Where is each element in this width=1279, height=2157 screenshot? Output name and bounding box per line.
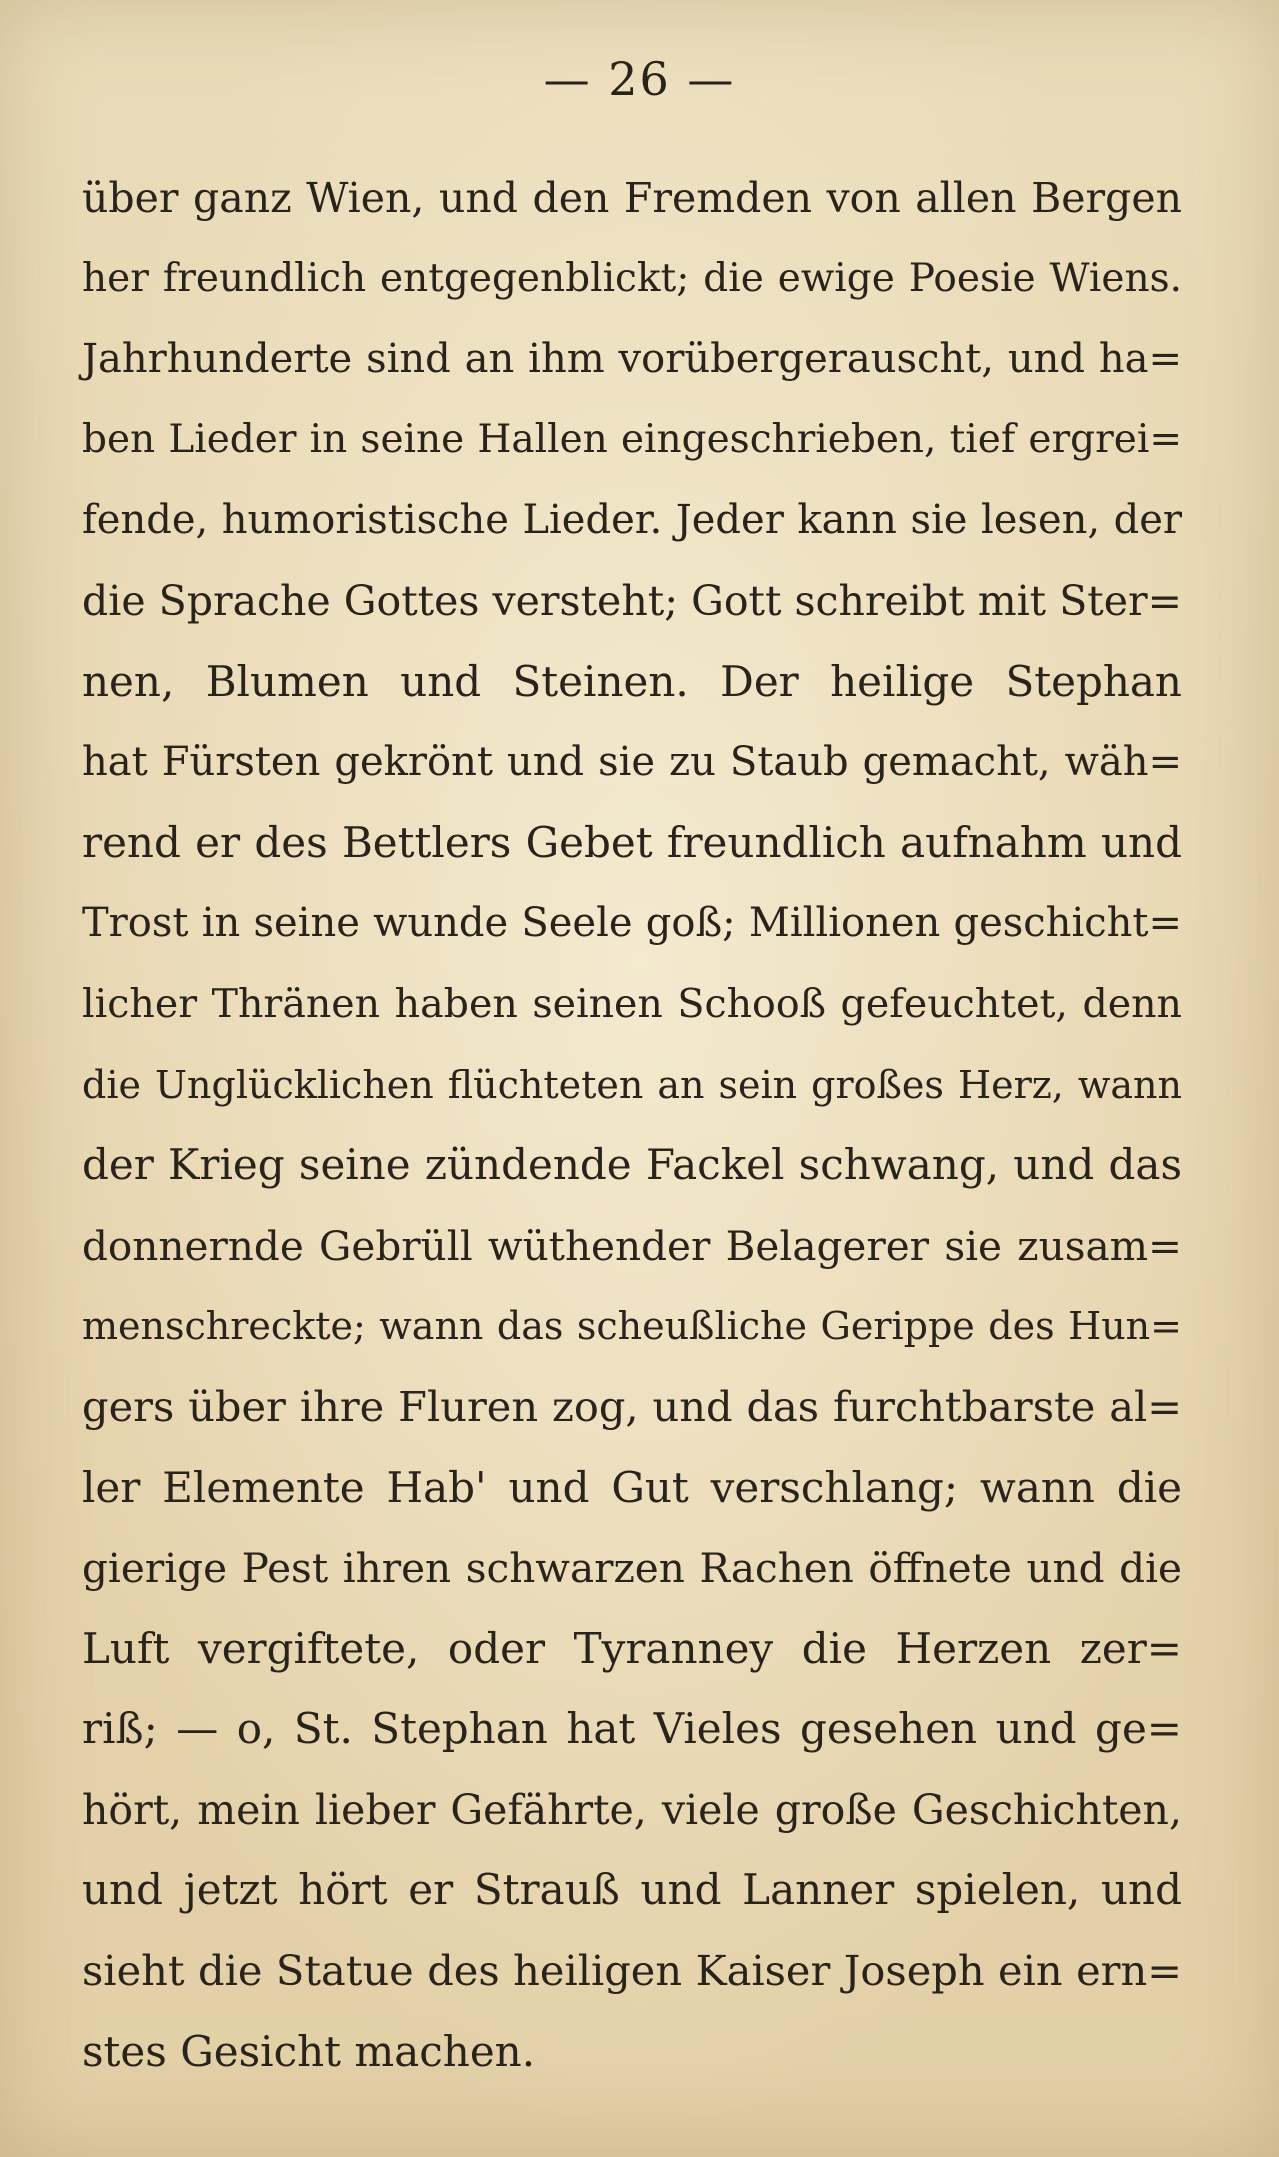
text-line: her freundlich entgegenblickt; die ewige Poesie Wiens. xyxy=(82,255,1182,301)
text-line: hört, mein lieber Gefährte, viele große Geschichten, xyxy=(82,1785,1182,1834)
page-number: — 26 — xyxy=(543,52,736,106)
text-line: riß; — o, St. Stephan hat Vieles gesehen und ge= xyxy=(82,1704,1182,1754)
text-line: über ganz Wien, und den Fremden von allen Bergen xyxy=(82,174,1182,222)
text-line: nen, Blumen und Steinen. Der heilige Stephan xyxy=(82,656,1182,706)
text-line: gierige Pest ihren schwarzen Rachen öffnete und die xyxy=(82,1544,1182,1593)
text-line: gers über ihre Fluren zog, und das furchtbarste al= xyxy=(82,1381,1182,1431)
text-line: ler Elemente Hab' und Gut verschlang; wann die xyxy=(82,1462,1182,1512)
text-line: der Krieg seine zündende Fackel schwang, und das xyxy=(82,1140,1182,1190)
text-line: donnernde Gebrüll wüthender Belagerer sie zusam= xyxy=(82,1221,1182,1270)
text-line: menschreckte; wann das scheußliche Gerippe des Hun= xyxy=(82,1304,1182,1349)
body-text xyxy=(82,158,1182,2092)
text-line: und jetzt hört er Strauß und Lanner spielen, und xyxy=(82,1865,1182,1915)
text-line: rend er des Bettlers Gebet freundlich aufnahm und xyxy=(82,817,1182,867)
text-line: hat Fürsten gekrönt und sie zu Staub gemacht, wäh= xyxy=(82,739,1182,786)
text-line: stes Gesicht machen. xyxy=(82,2026,536,2076)
text-line: die Sprache Gottes versteht; Gott schreibt mit Ster= xyxy=(82,576,1182,625)
text-line: Luft vergiftete, oder Tyranney die Herzen zer= xyxy=(82,1623,1182,1673)
text-line: fende, humoristische Lieder. Jeder kann sie lesen, der xyxy=(82,497,1182,544)
text-line: die Unglücklichen flüchteten an sein großes Herz, wann xyxy=(82,1062,1182,1107)
text-line: Trost in seine wunde Seele goß; Millionen geschicht= xyxy=(82,900,1182,947)
text-line: ben Lieder in seine Hallen eingeschrieben, tief ergrei= xyxy=(82,416,1182,462)
text-line: licher Thränen haben seinen Schooß gefeuchtet, denn xyxy=(82,980,1182,1027)
text-line: sieht die Statue des heiligen Kaiser Joseph ein ern= xyxy=(82,1946,1182,1996)
text-line: Jahrhunderte sind an ihm vorübergerauscht, und ha= xyxy=(82,336,1182,383)
